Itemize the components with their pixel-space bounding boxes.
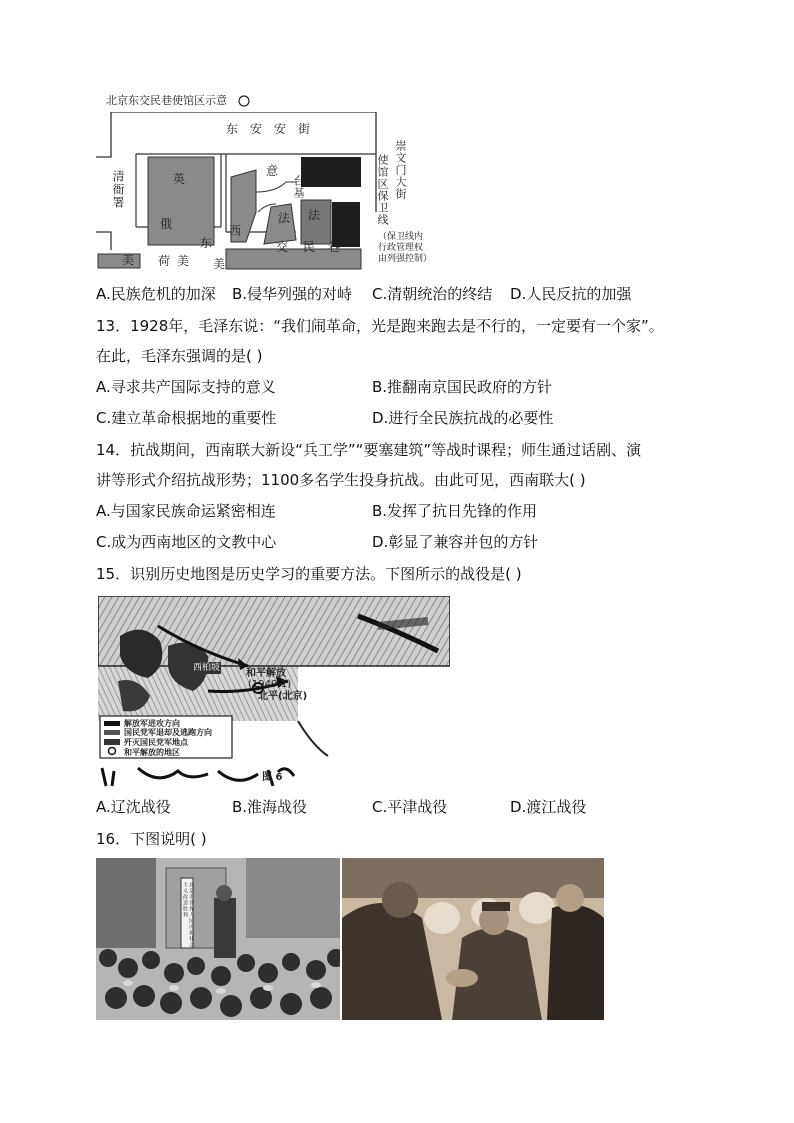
photo-celebration-drawing [96, 858, 340, 1020]
q13-option-b: B.推翻南京国民政府的方针 [372, 378, 553, 396]
label-e: 俄 [160, 217, 173, 231]
label-dong: 东 [200, 236, 213, 250]
battle-legend-1: 解放军进攻方向 [124, 719, 180, 728]
q16-stem: 16．下图说明( ) [96, 830, 207, 848]
map-title: 北京东交民巷使馆区示意 [106, 94, 227, 107]
q12-option-d: D.人民反抗的加强 [510, 285, 632, 303]
label-fa-1: 法 [278, 211, 291, 225]
label-jiao: 交 [276, 240, 289, 254]
label-yi: 意 [266, 164, 279, 178]
q15-option-a: A.辽沈战役 [96, 798, 171, 816]
q15-option-b: B.淮海战役 [232, 798, 308, 816]
label-ying: 英 [173, 172, 186, 186]
label-min: 民 [303, 240, 316, 254]
q12-option-b: B.侵华列强的对峙 [232, 285, 353, 303]
q14-stem-line1: 14．抗战期间，西南联大新设“兵工学”“要塞建筑”等战时课程；师生通过话剧、演 [96, 441, 642, 459]
battle-label-liberation: 和平解放 [246, 668, 286, 679]
photo-celebration [96, 858, 340, 1020]
label-ri: 台基 [292, 175, 305, 199]
label-xi: 西 [229, 224, 242, 238]
label-chongwenmen-street: 崇文门大街 [394, 140, 407, 200]
battle-map [98, 596, 450, 790]
photo-handshake-drawing [342, 858, 604, 1020]
q14-stem-line2: 讲等形式介绍抗战形势；1100多名学生投身抗战。由此可见，西南联大( ) [96, 471, 586, 489]
photo-handshake [342, 858, 604, 1020]
q13-option-a: A.寻求共产国际支持的意义 [96, 378, 276, 396]
q15-option-d: D.渡江战役 [510, 798, 587, 816]
label-fa-2: 法 [308, 208, 321, 222]
label-he: 荷 [158, 254, 171, 268]
label-mei-2: 美 [177, 254, 190, 268]
q15-stem: 15．识别历史地图是历史学习的重要方法。下图所示的战役是( ) [96, 565, 522, 583]
battle-fig-label: 图 6 [262, 772, 283, 783]
label-mei-1: 美 [122, 253, 135, 267]
q12-option-c: C.清朝统治的终结 [372, 285, 493, 303]
label-mei-3: 美 [213, 257, 226, 271]
photo-plaque-text: 北京市各界人民庆祝社会主义改造胜利 [182, 882, 194, 948]
label-qing-yamen: 清衙署 [111, 170, 125, 209]
battle-legend-4: 和平解放的地区 [124, 748, 180, 757]
battle-label-year: (1949-1) [248, 679, 292, 690]
label-guard-line: 使馆区保卫线 [376, 154, 389, 226]
q13-option-c: C.建立革命根据地的重要性 [96, 409, 277, 427]
q12-option-a: A.民族危机的加深 [96, 285, 216, 303]
q14-option-d: D.彰显了兼容并包的方针 [372, 533, 539, 551]
battle-label-xibaipo: 西柏坡 [193, 663, 221, 673]
battle-label-beiping: 北平(北京) [258, 691, 308, 702]
street-dongan: 东 安 安 街 [226, 122, 311, 136]
q14-option-b: B.发挥了抗日先锋的作用 [372, 502, 538, 520]
q13-stem-line2: 在此，毛泽东强调的是( ) [96, 347, 263, 365]
q15-option-c: C.平津战役 [372, 798, 448, 816]
battle-legend-2: 国民党军退却及逃跑方向 [124, 728, 212, 737]
legation-map [96, 92, 433, 272]
q13-stem-line1: 13．1928年，毛泽东说：“我们闹革命，光是跑来跑去是不行的，一定要有一个家”。 [96, 317, 664, 335]
label-note: （保卫线内行政管理权由列强控制） [378, 232, 433, 264]
map-title-circle-icon [238, 95, 250, 107]
q13-option-d: D.进行全民族抗战的必要性 [372, 409, 554, 427]
label-xiang: 巷 [328, 240, 341, 254]
battle-legend-3: 歼灭国民党军地点 [124, 738, 188, 747]
q14-option-c: C.成为西南地区的文教中心 [96, 533, 277, 551]
q14-option-a: A.与国家民族命运紧密相连 [96, 502, 276, 520]
